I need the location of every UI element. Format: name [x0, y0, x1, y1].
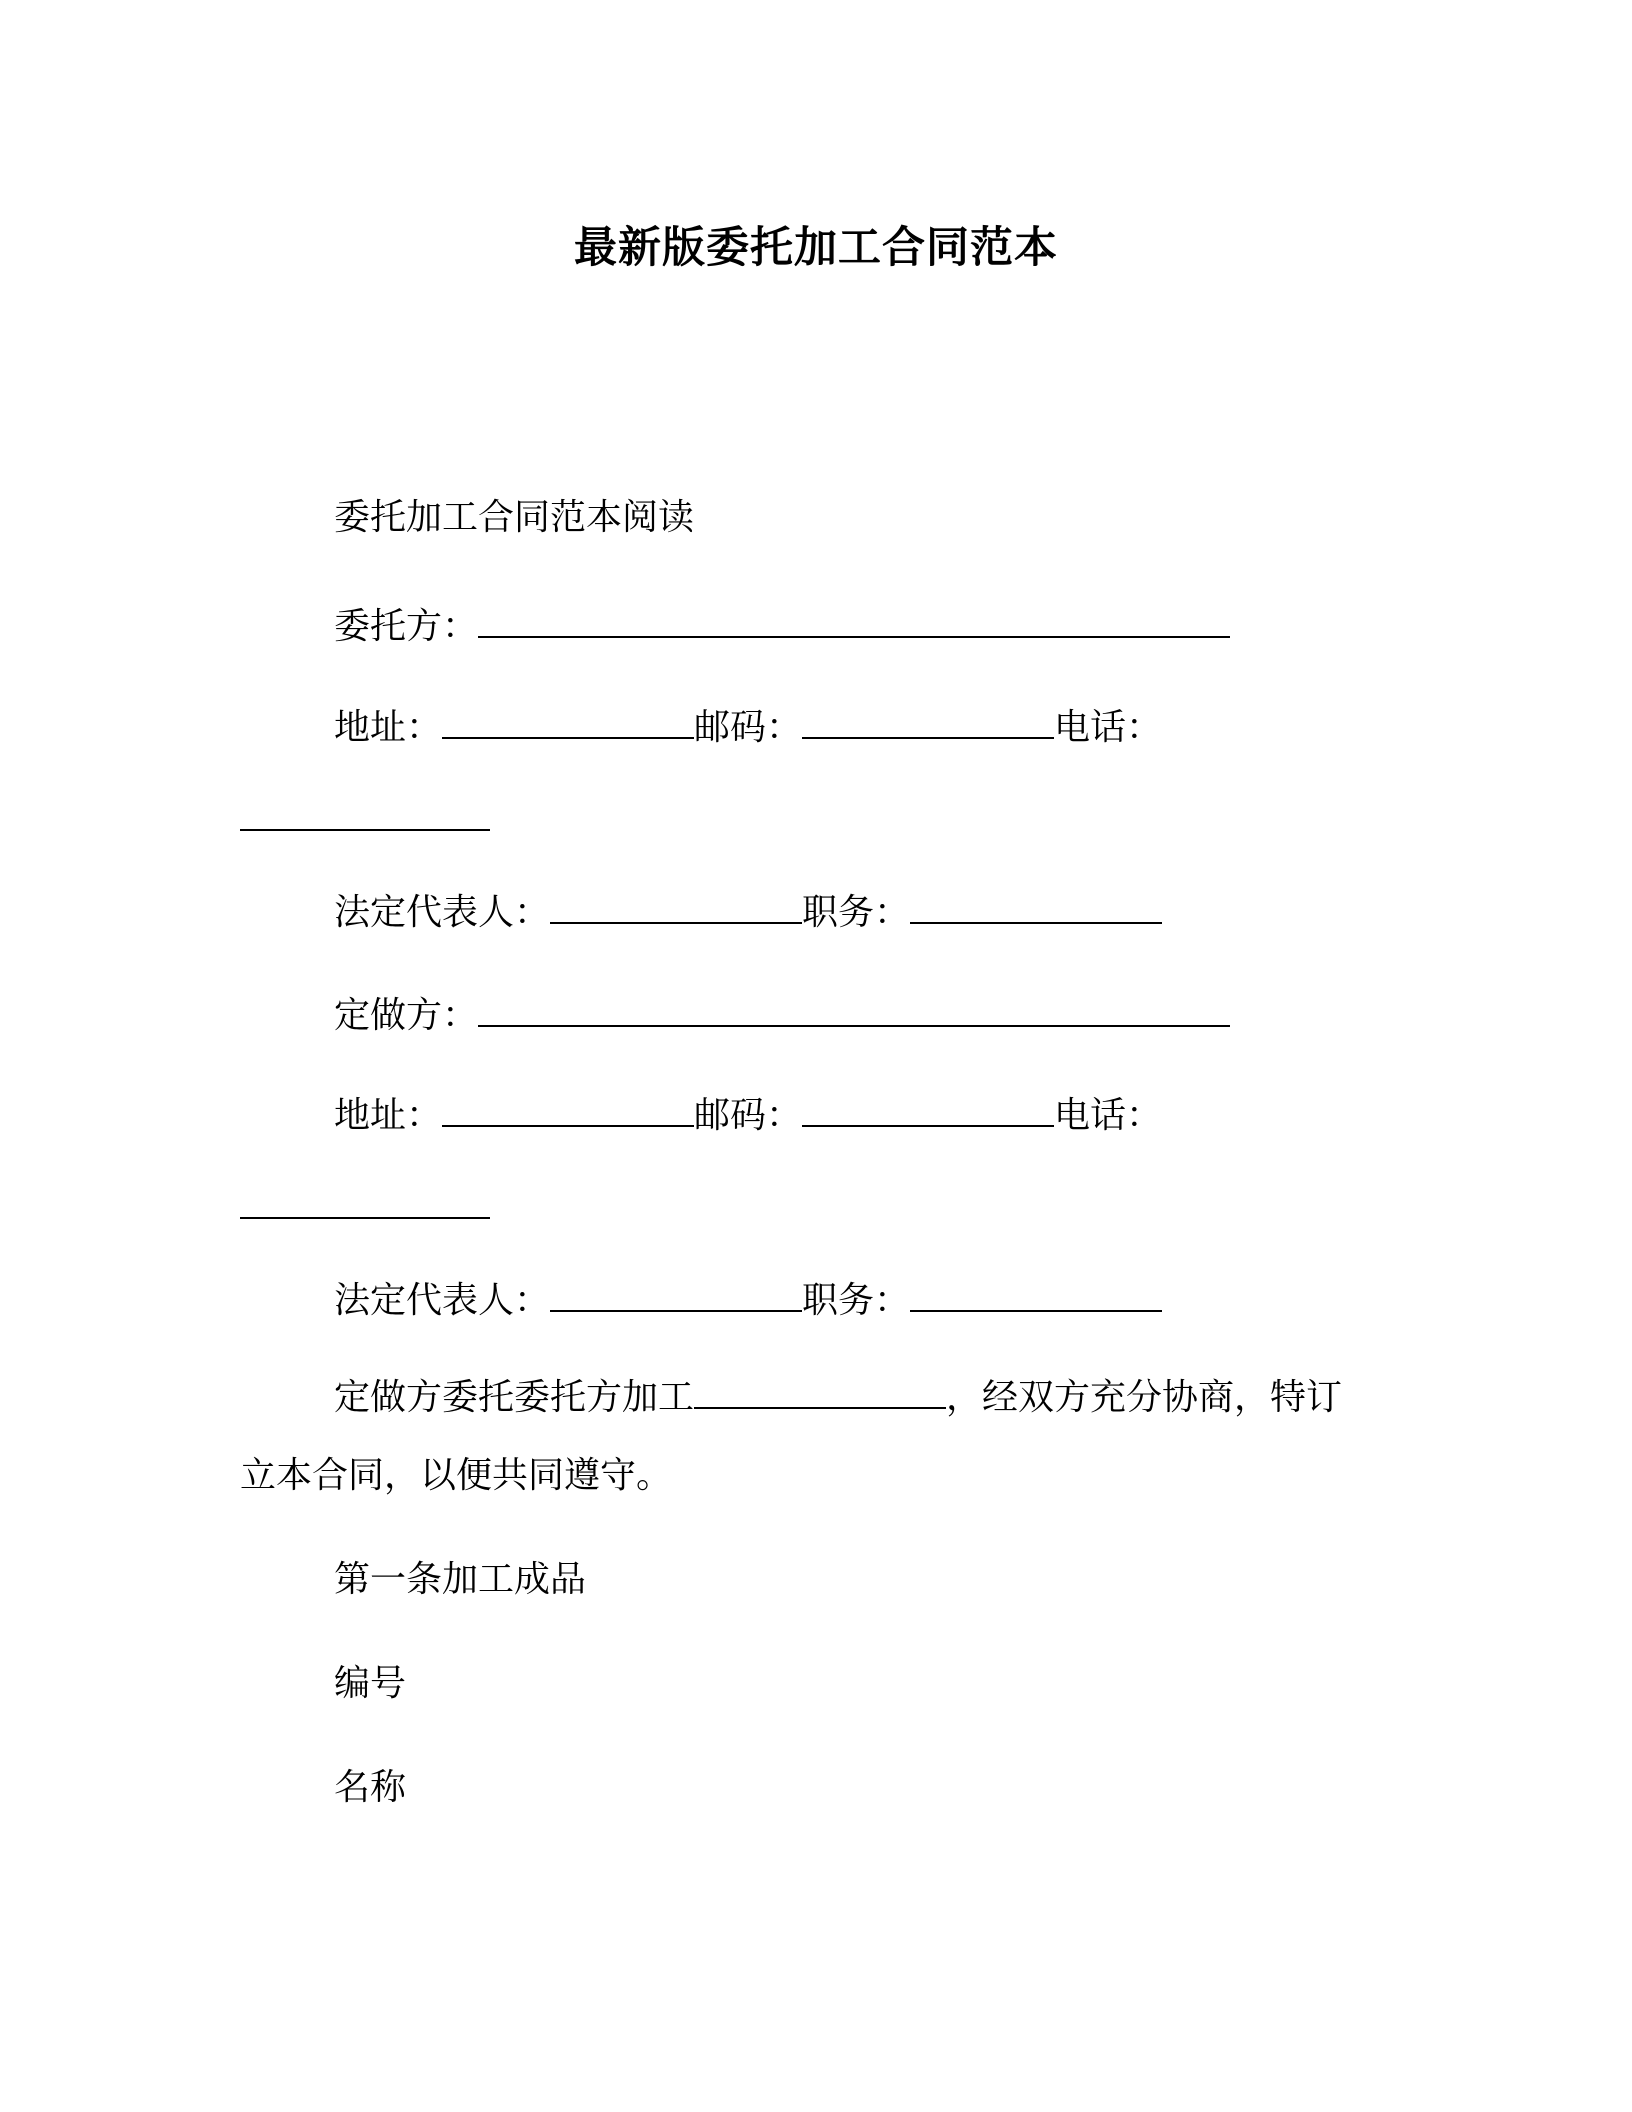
client-contact-line [334, 702, 1162, 754]
contractor-rep-line [334, 1275, 1162, 1327]
client-zip-blank [802, 703, 1054, 739]
contractor-phone-label: 电话： [1054, 1095, 1163, 1136]
client-address-blank [442, 703, 694, 739]
contractor-phone-blank [240, 1183, 490, 1219]
client-rep-line [334, 887, 1162, 939]
client-phone-label: 电话： [1054, 707, 1163, 748]
contractor-zip-blank [802, 1091, 1054, 1127]
contractor-phone-line [240, 1182, 490, 1234]
contractor-label: 定做方： [334, 995, 479, 1036]
document-title: 最新版委托加工合同范本 [574, 223, 1058, 273]
intro-prefix: 定做方委托委托方加工 [334, 1377, 695, 1418]
intro-item-blank [694, 1373, 946, 1409]
client-position-blank [910, 888, 1162, 924]
client-phone-line [240, 794, 490, 846]
article1-field-name: 名称 [334, 1767, 407, 1808]
client-zip-label: 邮码： [694, 707, 803, 748]
client-rep-label: 法定代表人： [334, 892, 551, 933]
contractor-contact-line [334, 1090, 1162, 1142]
document-subtitle: 委托加工合同范本阅读 [334, 497, 695, 538]
contractor-address-label: 地址： [334, 1095, 443, 1136]
client-line [334, 601, 1230, 653]
contractor-position-blank [910, 1276, 1162, 1312]
client-rep-blank [550, 888, 802, 924]
client-address-label: 地址： [334, 707, 443, 748]
contractor-name-blank [478, 991, 1230, 1027]
contractor-rep-blank [550, 1276, 802, 1312]
article1-heading: 第一条加工成品 [334, 1559, 587, 1600]
client-phone-blank [240, 795, 490, 831]
client-name-blank [478, 602, 1230, 638]
contractor-rep-label: 法定代表人： [334, 1280, 551, 1321]
intro-suffix: ，经双方充分协商，特订 [946, 1377, 1343, 1418]
contractor-position-label: 职务： [802, 1280, 911, 1321]
contractor-line [334, 990, 1230, 1042]
client-position-label: 职务： [802, 892, 911, 933]
contractor-zip-label: 邮码： [694, 1095, 803, 1136]
intro-line-1 [334, 1372, 1342, 1424]
article1-field-number: 编号 [334, 1663, 407, 1704]
contractor-address-blank [442, 1091, 694, 1127]
intro-line-2: 立本合同，以便共同遵守。 [240, 1455, 673, 1496]
client-label: 委托方： [334, 606, 479, 647]
